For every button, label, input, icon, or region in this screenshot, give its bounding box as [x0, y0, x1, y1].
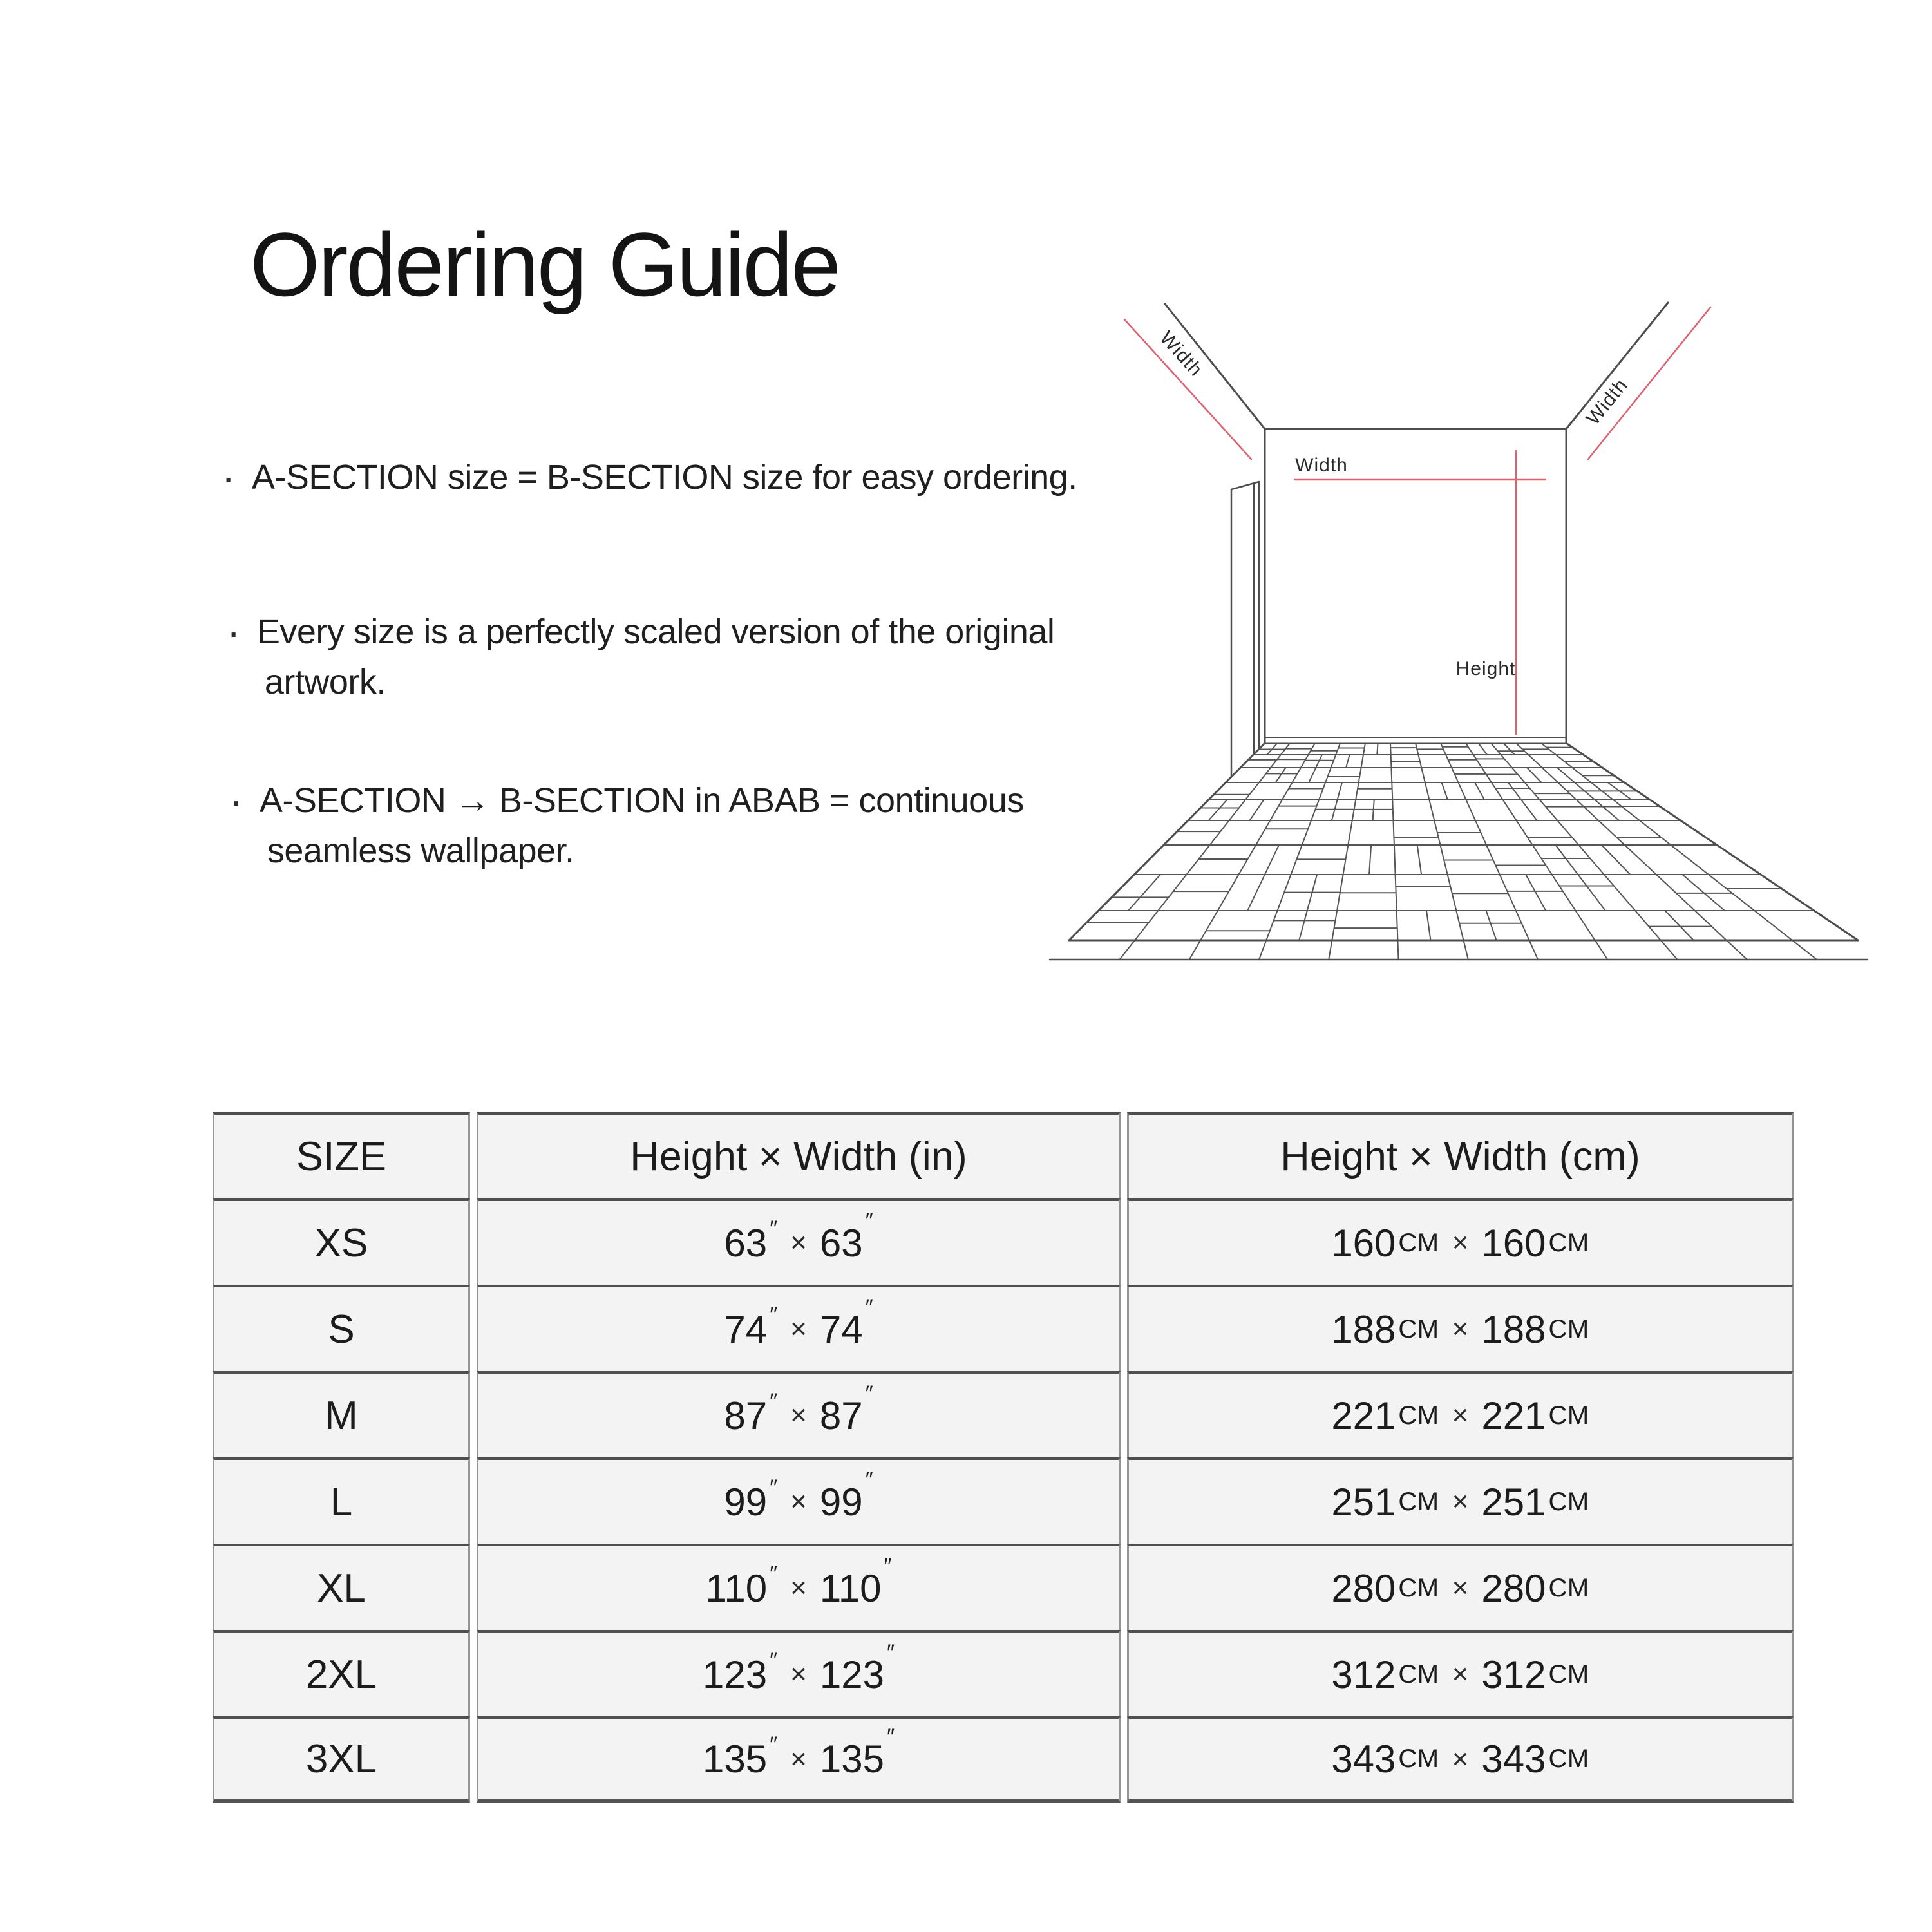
floor-tile-line	[1309, 768, 1316, 782]
floor-tile-line	[1332, 800, 1338, 820]
cm-unit-label: CM	[1548, 1660, 1589, 1689]
times-symbol: ×	[1452, 1313, 1469, 1345]
inch-mark: ″	[886, 1725, 895, 1749]
times-symbol: ×	[790, 1743, 807, 1775]
times-symbol: ×	[790, 1313, 807, 1345]
size-table	[213, 1112, 1794, 1803]
cm-unit-label: CM	[1548, 1487, 1589, 1516]
cm-unit-label: CM	[1398, 1487, 1439, 1516]
right-width-measure-line	[1588, 307, 1710, 459]
dimension-value-height-in: 87	[724, 1394, 768, 1437]
floor-tile-line	[1119, 743, 1290, 960]
times-symbol: ×	[790, 1658, 807, 1690]
times-symbol: ×	[1452, 1486, 1469, 1517]
inch-mark: ″	[770, 1561, 778, 1586]
dimension-value-width-in: 123	[819, 1653, 884, 1696]
floor-tile-line	[1441, 743, 1538, 960]
table-cell-size-label	[213, 1198, 470, 1285]
times-symbol: ×	[1452, 1227, 1469, 1258]
width-label-right-wall: Width	[1582, 374, 1633, 430]
table-cell-cm	[1127, 1198, 1794, 1285]
times-symbol: ×	[790, 1572, 807, 1604]
bullet-text-line2: seamless wallpaper.	[267, 831, 574, 870]
times-symbol: ×	[790, 1227, 807, 1258]
dimension-value-width-in: 135	[819, 1738, 884, 1781]
cm-unit-label: CM	[1548, 1573, 1589, 1602]
bullet-dot: ·	[227, 609, 240, 655]
times-symbol: ×	[790, 1399, 807, 1431]
floor-tile-line	[1249, 800, 1264, 820]
table-cell-inches	[477, 1544, 1121, 1630]
door-bottom-edge	[1231, 754, 1254, 777]
floor-tile-line	[1346, 755, 1349, 768]
floor-tile-line	[1390, 743, 1399, 960]
inch-mark: ″	[770, 1647, 778, 1672]
table-cell-inches	[477, 1716, 1121, 1803]
dimension-value-height-in: 63	[724, 1221, 768, 1265]
table-cell-inches	[477, 1371, 1121, 1457]
floor-tile-line	[1416, 743, 1468, 960]
table-cell-inches	[477, 1457, 1121, 1544]
floor-tile-line	[1665, 911, 1693, 940]
table-header-inches: Height × Width (in)	[477, 1112, 1121, 1198]
table-cell-size-label	[213, 1630, 470, 1716]
cm-unit-label: CM	[1548, 1745, 1589, 1773]
table-cell-cm	[1127, 1716, 1794, 1803]
table-cell-size-label	[213, 1457, 470, 1544]
table-cell-size-label	[213, 1285, 470, 1371]
inch-mark: ″	[770, 1475, 778, 1500]
times-symbol: ×	[1452, 1572, 1469, 1604]
dimension-value-width-cm: 221	[1481, 1394, 1546, 1437]
size-label: S	[328, 1307, 355, 1352]
floor-tile-line	[1557, 768, 1575, 782]
door-top-edge	[1231, 482, 1259, 489]
table-cell-cm	[1127, 1285, 1794, 1371]
bullet-ordering-rule	[222, 452, 1077, 502]
size-label: 2XL	[305, 1652, 377, 1697]
inch-mark: ″	[770, 1302, 778, 1327]
inch-mark: ″	[770, 1388, 778, 1414]
inch-mark: ″	[884, 1553, 892, 1578]
cm-unit-label: CM	[1398, 1573, 1439, 1602]
height-label: Height	[1455, 658, 1516, 679]
bullet-dot: ·	[222, 454, 235, 500]
dimension-value-height-cm: 160	[1331, 1221, 1396, 1265]
inch-mark: ″	[865, 1467, 873, 1492]
floor-tile-line	[1247, 875, 1265, 911]
inch-mark: ″	[865, 1208, 873, 1233]
room-diagram	[1030, 258, 1900, 998]
dimension-value-height-cm: 280	[1331, 1566, 1396, 1610]
size-label: XL	[317, 1566, 366, 1611]
dimension-value-width-in: 110	[819, 1566, 882, 1610]
floor-tile-line	[1602, 845, 1630, 875]
cm-unit-label: CM	[1548, 1228, 1589, 1257]
floor-tile-line	[1516, 743, 1747, 960]
floor-tile-line	[1316, 755, 1322, 768]
floor-tile-line	[1504, 743, 1515, 755]
floor-tile-line	[1442, 782, 1448, 800]
page-title: Ordering Guide	[250, 214, 840, 315]
room-walls	[1050, 303, 1868, 960]
cm-unit-label: CM	[1398, 1228, 1439, 1257]
dimension-value-width-in: 99	[819, 1480, 863, 1524]
table-cell-size-label	[213, 1544, 470, 1630]
dimension-value-height-in: 110	[705, 1566, 768, 1610]
floor-tile-line	[1338, 782, 1342, 800]
table-header-cm: Height × Width (cm)	[1127, 1112, 1794, 1198]
floor-tile-line	[1329, 743, 1365, 960]
dimension-value-width-cm: 343	[1481, 1738, 1546, 1781]
width-label-back-wall: Width	[1295, 455, 1348, 476]
floor-tile-line	[1578, 875, 1605, 911]
floor-tile-line	[1276, 768, 1286, 782]
floor-tile-line	[1479, 743, 1488, 755]
table-header-size: SIZE	[213, 1112, 470, 1198]
inch-mark: ″	[886, 1640, 895, 1665]
dimension-value-width-cm: 188	[1481, 1307, 1546, 1351]
inch-mark: ″	[865, 1294, 873, 1320]
dimension-value-height-in: 135	[702, 1738, 768, 1781]
dimension-value-height-in: 99	[724, 1480, 768, 1524]
dimension-value-height-in: 123	[702, 1653, 768, 1696]
cm-unit-label: CM	[1548, 1401, 1589, 1430]
inch-mark: ″	[770, 1732, 778, 1757]
floor-tile-line	[1486, 911, 1497, 940]
dimension-value-width-cm: 251	[1481, 1480, 1546, 1524]
cm-unit-label: CM	[1398, 1401, 1439, 1430]
bullet-text: A-SECTION size = B-SECTION size for easy ordering.	[251, 458, 1077, 497]
dimension-value-height-cm: 188	[1331, 1307, 1396, 1351]
cm-unit-label: CM	[1398, 1660, 1439, 1689]
floor-tile-line	[1209, 800, 1227, 820]
bullet-seamless-pattern	[229, 775, 1024, 876]
floor-tile-line	[1426, 911, 1430, 940]
times-symbol: ×	[790, 1486, 807, 1517]
times-symbol: ×	[1452, 1743, 1469, 1775]
floor-tile-line	[1369, 845, 1371, 875]
dimension-value-width-cm: 160	[1481, 1221, 1546, 1265]
width-label-left-wall: Width	[1155, 327, 1207, 381]
floor-tile-line	[1508, 782, 1521, 800]
inch-mark: ″	[865, 1381, 873, 1406]
floor-tiles	[1087, 743, 1817, 960]
floor-tile-line	[1128, 875, 1160, 911]
cm-unit-label: CM	[1398, 1745, 1439, 1773]
floor-tile-line	[1265, 845, 1279, 875]
dimension-value-height-cm: 251	[1331, 1480, 1396, 1524]
floor-tile-line	[1475, 782, 1484, 800]
table-cell-inches	[477, 1630, 1121, 1716]
table-cell-size-label	[213, 1716, 470, 1803]
floor-tile-line	[1299, 911, 1307, 940]
table-cell-cm	[1127, 1544, 1794, 1630]
cm-unit-label: CM	[1548, 1314, 1589, 1343]
times-symbol: ×	[1452, 1399, 1469, 1431]
dimension-value-width-cm: 280	[1481, 1566, 1546, 1610]
dimension-value-height-cm: 343	[1331, 1738, 1396, 1781]
floor-tile-line	[1189, 743, 1315, 960]
dimension-value-width-in: 87	[819, 1394, 863, 1437]
floor-tile-line	[1527, 768, 1541, 782]
size-label: XS	[314, 1220, 368, 1265]
table-cell-cm	[1127, 1371, 1794, 1457]
inch-mark: ″	[770, 1216, 778, 1241]
floor-tile-line	[1417, 845, 1421, 875]
table-cell-cm	[1127, 1457, 1794, 1544]
floor-tile-line	[1555, 845, 1578, 875]
dimension-value-height-cm: 221	[1331, 1394, 1396, 1437]
dimension-value-width-cm: 312	[1481, 1653, 1546, 1696]
times-symbol: ×	[1452, 1658, 1469, 1690]
bullet-text-line2: artwork.	[264, 663, 386, 701]
bullet-text-line1: Every size is a perfectly scaled version of the original	[256, 612, 1055, 651]
cm-unit-label: CM	[1398, 1314, 1439, 1343]
floor-tile-line	[1259, 743, 1340, 960]
floor-tile-line	[1526, 875, 1546, 911]
table-cell-inches	[477, 1285, 1121, 1371]
table-cell-cm	[1127, 1630, 1794, 1716]
floor-tile-line	[1595, 800, 1619, 820]
size-label: L	[330, 1479, 353, 1524]
dimension-value-height-cm: 312	[1331, 1653, 1396, 1696]
measurement-lines	[1124, 307, 1710, 734]
dimension-value-width-in: 63	[819, 1221, 863, 1265]
size-label: 3XL	[305, 1737, 377, 1781]
bullet-scaled-artwork	[227, 607, 1054, 707]
bullet-dot: ·	[229, 777, 243, 824]
floor-tile-line	[1521, 800, 1537, 820]
size-label: M	[325, 1393, 358, 1438]
floor-tile-line	[1373, 800, 1374, 820]
table-cell-inches	[477, 1198, 1121, 1285]
bullet-text-line1: A-SECTION → B-SECTION in ABAB = continuous	[259, 781, 1024, 820]
floor-tile-line	[1377, 743, 1378, 755]
table-cell-size-label	[213, 1371, 470, 1457]
door	[1231, 482, 1259, 777]
right-ceiling-edge	[1566, 303, 1668, 429]
dimension-value-width-in: 74	[819, 1307, 863, 1351]
dimension-value-height-in: 74	[724, 1307, 768, 1351]
